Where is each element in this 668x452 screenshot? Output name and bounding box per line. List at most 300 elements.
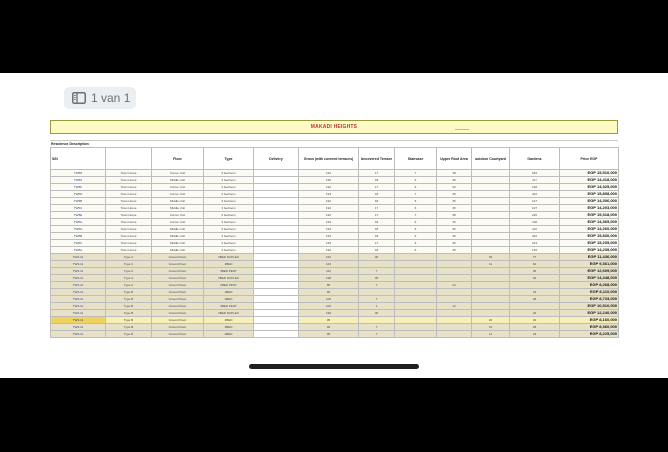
table-cell: 3 bedroom [204, 233, 254, 240]
table-row [51, 310, 619, 317]
price-cell: EGP 15,205,000 [560, 240, 619, 247]
table-cell: 3 bedroom [204, 205, 254, 212]
table-cell [395, 310, 437, 317]
table-cell: 38 [437, 212, 472, 219]
unit-cell: TW5H [51, 219, 106, 226]
table-cell: Ground Floor [152, 289, 204, 296]
table-cell: 7 [359, 331, 395, 338]
table-cell: 192 [299, 212, 359, 219]
unit-cell: TW4-11 [51, 282, 106, 289]
table-cell: 2BED [204, 296, 254, 303]
table-cell [254, 275, 299, 282]
table-cell: 6 [395, 233, 437, 240]
table-cell [254, 219, 299, 226]
table-cell [254, 205, 299, 212]
table-cell [437, 289, 472, 296]
column-header: Gross (with covered terraces) [299, 148, 359, 170]
price-cell: EGP 14,418,000 [560, 177, 619, 184]
table-cell: 127 [510, 198, 560, 205]
unit-cell: TW5G [51, 226, 106, 233]
table-cell: 3 bedroom [204, 198, 254, 205]
table-cell: 45 [472, 254, 510, 261]
price-cell: EGP 8,225,000 [560, 331, 619, 338]
table-cell: 12 [437, 303, 472, 310]
table-cell: 107 [510, 205, 560, 212]
table-cell: Corner Unit [152, 219, 204, 226]
table-cell: Type B [106, 317, 152, 324]
table-cell: 32 [510, 310, 560, 317]
table-cell: Town Home [106, 177, 152, 184]
table-row [51, 268, 619, 275]
table-cell: Town Home [106, 205, 152, 212]
table-cell [395, 268, 437, 275]
table-cell: Corner Unit [152, 170, 204, 177]
table-cell: Town Home [106, 198, 152, 205]
unit-cell: TW6B [51, 233, 106, 240]
table-cell: Ground Floor [152, 324, 204, 331]
unit-cell: TW5C [51, 205, 106, 212]
column-header: Uncovered Terrace [359, 148, 395, 170]
price-cell: EGP 15,318,000 [560, 212, 619, 219]
table-cell: Ground Floor [152, 261, 204, 268]
table-cell: 220 [510, 212, 560, 219]
table-cell: 23 [510, 331, 560, 338]
table-cell [254, 240, 299, 247]
table-cell: Ground Floor [152, 310, 204, 317]
table-cell [254, 261, 299, 268]
table-cell: 7 [395, 170, 437, 177]
price-cell: EGP 8,360,000 [560, 324, 619, 331]
unit-cell: TW5F [51, 184, 106, 191]
table-cell: 35 [437, 219, 472, 226]
table-cell: 3 bedroom [204, 240, 254, 247]
unit-cell: TW4-11 [51, 310, 106, 317]
unit-cell: TW56 [51, 177, 106, 184]
table-cell: 18 [359, 233, 395, 240]
table-cell: 3 bedroom [204, 184, 254, 191]
table-cell: 18 [359, 226, 395, 233]
table-cell: Middle Unit [152, 177, 204, 184]
table-cell [254, 198, 299, 205]
table-cell: 36 [510, 268, 560, 275]
table-header-row [51, 148, 619, 170]
table-cell: Ground Floor [152, 282, 204, 289]
column-header: Delivery [254, 148, 299, 170]
table-cell [472, 184, 510, 191]
table-cell: 3 bedroom [204, 191, 254, 198]
table-cell [395, 282, 437, 289]
table-cell: 7 [359, 296, 395, 303]
price-cell: EGP 14,365,000 [560, 219, 619, 226]
table-cell: 7 [359, 282, 395, 289]
table-cell: 17 [359, 212, 395, 219]
price-cell: EGP 14,203,000 [560, 205, 619, 212]
table-cell: Town Home [106, 170, 152, 177]
unit-cell: TW6C [51, 240, 106, 247]
table-row [51, 191, 619, 198]
price-cell: EGP 15,510,000 [560, 170, 619, 177]
table-cell: Town Home [106, 226, 152, 233]
price-cell: EGP 8,268,000 [560, 282, 619, 289]
table-cell: 193 [299, 240, 359, 247]
table-cell: 3 bedroom [204, 219, 254, 226]
table-cell: 3 bedroom [204, 226, 254, 233]
table-cell [254, 324, 299, 331]
table-row [51, 317, 619, 324]
unit-cell: TW4-11 [51, 324, 106, 331]
table-cell: Ground Floor [152, 268, 204, 275]
table-cell [472, 212, 510, 219]
table-cell [395, 331, 437, 338]
table-cell: 96 [299, 289, 359, 296]
pdf-page-view [0, 73, 668, 378]
table-cell: 192 [299, 247, 359, 254]
table-cell [437, 310, 472, 317]
unit-cell: TW4-11 [51, 289, 106, 296]
table-cell: 33 [437, 184, 472, 191]
table-cell: 3BED DUPLEX [204, 254, 254, 261]
table-cell: Type A [106, 268, 152, 275]
price-cell: EGP 14,260,000 [560, 226, 619, 233]
table-cell: Town Home [106, 219, 152, 226]
table-cell: Ground Floor [152, 303, 204, 310]
table-cell [395, 296, 437, 303]
table-row [51, 324, 619, 331]
table-cell [437, 317, 472, 324]
table-cell: 196 [299, 310, 359, 317]
table-cell [254, 282, 299, 289]
price-cell: EGP 12,609,000 [560, 268, 619, 275]
table-cell [472, 170, 510, 177]
table-cell: 3BED PENT [204, 268, 254, 275]
table-cell: 125 [510, 247, 560, 254]
table-cell: 193 [299, 191, 359, 198]
table-cell: 2BED [204, 289, 254, 296]
table-cell [254, 331, 299, 338]
table-cell: 11 [472, 261, 510, 268]
table-cell: 28 [510, 296, 560, 303]
table-row [51, 170, 619, 177]
table-cell [254, 317, 299, 324]
table-cell: 192 [299, 198, 359, 205]
table-cell: 3 bedroom [204, 170, 254, 177]
table-cell: Middle Unit [152, 226, 204, 233]
unit-cell: TW4-11 [51, 254, 106, 261]
price-cell: EGP 10,510,000 [560, 303, 619, 310]
column-header: Type [204, 148, 254, 170]
table-cell: 2BED [204, 324, 254, 331]
price-cell: EGP 8,110,000 [560, 289, 619, 296]
table-cell: 3 bedroom [204, 247, 254, 254]
table-cell [359, 317, 395, 324]
unit-cell: TW5E [51, 212, 106, 219]
table-cell: Type A [106, 275, 152, 282]
table-cell: 3BED DUPLEX [204, 310, 254, 317]
table-cell [437, 254, 472, 261]
table-cell: Corner Unit [152, 212, 204, 219]
table-cell: 138 [510, 184, 560, 191]
table-row [51, 254, 619, 261]
table-cell: 24 [510, 289, 560, 296]
table-cell: 30 [359, 310, 395, 317]
table-cell: Ground Floor [152, 317, 204, 324]
table-cell: 110 [510, 226, 560, 233]
table-cell: Type A [106, 282, 152, 289]
table-cell [254, 184, 299, 191]
table-row [51, 261, 619, 268]
table-row [51, 226, 619, 233]
table-cell [472, 219, 510, 226]
table-cell: 18 [359, 247, 395, 254]
table-cell: 193 [299, 233, 359, 240]
column-header: outdoor Courtyard [472, 148, 510, 170]
table-cell [472, 296, 510, 303]
table-row [51, 296, 619, 303]
column-header: Staircase [395, 148, 437, 170]
table-cell: 17 [359, 240, 395, 247]
section-label: Residence Description [50, 140, 618, 147]
table-cell [254, 254, 299, 261]
price-cell: EGP 14,239,000 [560, 247, 619, 254]
table-cell: 10 [472, 324, 510, 331]
table-cell [254, 177, 299, 184]
table-row [51, 282, 619, 289]
table-cell: 30 [510, 275, 560, 282]
price-cell: EGP 8,160,000 [560, 317, 619, 324]
table-cell: 17 [359, 205, 395, 212]
table-cell [254, 289, 299, 296]
table-cell: Type B [106, 310, 152, 317]
table-cell: 6 [395, 240, 437, 247]
home-indicator [249, 364, 419, 369]
table-cell [472, 247, 510, 254]
table-cell: Middle Unit [152, 240, 204, 247]
table-cell: Town Home [106, 247, 152, 254]
table-cell [395, 317, 437, 324]
table-cell [254, 310, 299, 317]
table-cell: 6 [395, 177, 437, 184]
table-cell: 6 [395, 247, 437, 254]
column-header: S/N [51, 148, 106, 170]
page-indicator-label: 1 van 1 [91, 91, 131, 105]
table-cell: Corner Unit [152, 184, 204, 191]
table-cell: Middle Unit [152, 198, 204, 205]
table-cell [254, 303, 299, 310]
table-cell: 17 [359, 184, 395, 191]
table-cell: 198 [299, 275, 359, 282]
table-cell [359, 261, 395, 268]
column-header: Price EGP [560, 148, 619, 170]
table-cell: Middle Unit [152, 233, 204, 240]
table-cell [472, 191, 510, 198]
table-cell: 6 [395, 205, 437, 212]
table-cell [254, 191, 299, 198]
table-cell [472, 233, 510, 240]
unit-cell: TW4-11 [51, 296, 106, 303]
table-row [51, 275, 619, 282]
table-cell: 64 [510, 261, 560, 268]
table-cell: 35 [437, 247, 472, 254]
table-cell: 6 [395, 219, 437, 226]
table-cell [472, 177, 510, 184]
table-cell [254, 268, 299, 275]
page-indicator[interactable] [64, 87, 136, 109]
table-cell: 2BED [204, 317, 254, 324]
table-cell: 35 [437, 205, 472, 212]
table-cell: 18 [359, 177, 395, 184]
table-cell [437, 268, 472, 275]
table-cell: 2BED [204, 261, 254, 268]
table-cell: Ground Floor [152, 331, 204, 338]
table-row [51, 212, 619, 219]
table-cell: 342 [510, 191, 560, 198]
unit-cell: TW5D [51, 191, 106, 198]
unit-cell: TW4-11 [51, 303, 106, 310]
table-cell [437, 261, 472, 268]
table-cell: 35 [437, 240, 472, 247]
table-cell: Corner Unit [152, 191, 204, 198]
table-row [51, 233, 619, 240]
table-cell [472, 282, 510, 289]
table-cell: 28 [510, 324, 560, 331]
table-cell: 3BED PENT [204, 303, 254, 310]
table-cell: Middle Unit [152, 205, 204, 212]
table-cell: 18 [359, 191, 395, 198]
table-row [51, 198, 619, 205]
price-table [50, 147, 619, 338]
table-cell [437, 331, 472, 338]
table-cell: 35 [437, 198, 472, 205]
table-cell: 106 [299, 261, 359, 268]
table-cell: 118 [510, 219, 560, 226]
table-cell: 7 [395, 191, 437, 198]
table-cell [254, 226, 299, 233]
price-cell: EGP 15,830,000 [560, 233, 619, 240]
table-cell: 1 [359, 303, 395, 310]
sheet-title-text: MAKADI HEIGHTS [310, 124, 358, 130]
table-cell [254, 247, 299, 254]
unit-cell: TW5B [51, 198, 106, 205]
table-cell [395, 261, 437, 268]
table-cell: 35 [437, 233, 472, 240]
table-cell: 7 [395, 212, 437, 219]
table-cell [472, 275, 510, 282]
table-cell: 6 [395, 184, 437, 191]
table-cell: 6 [395, 226, 437, 233]
column-header [106, 148, 152, 170]
price-cell: EGP 15,808,000 [560, 191, 619, 198]
table-row [51, 177, 619, 184]
unit-cell: TW6A [51, 247, 106, 254]
table-cell [359, 289, 395, 296]
table-cell: 152 [299, 254, 359, 261]
table-cell: 30 [359, 254, 395, 261]
unit-cell: TW58 [51, 170, 106, 177]
unit-cell: TW4-11 [51, 331, 106, 338]
table-cell: 184 [510, 170, 560, 177]
table-cell: 24 [437, 282, 472, 289]
table-cell [472, 198, 510, 205]
table-cell: 18 [359, 219, 395, 226]
sheet-title [50, 120, 618, 134]
table-cell: 3 bedroom [204, 212, 254, 219]
table-cell: 35 [437, 191, 472, 198]
table-cell: 7 [359, 268, 395, 275]
table-cell: 35 [437, 177, 472, 184]
unit-cell: TW4-11 [51, 275, 106, 282]
price-cell: EGP 14,306,000 [560, 198, 619, 205]
table-cell: Ground Floor [152, 296, 204, 303]
table-cell [472, 303, 510, 310]
table-cell [395, 324, 437, 331]
table-cell [472, 226, 510, 233]
table-cell: Ground Floor [152, 254, 204, 261]
table-cell: 2BED [204, 331, 254, 338]
table-cell: 7 [359, 324, 395, 331]
table-cell [254, 170, 299, 177]
table-row [51, 289, 619, 296]
table-row [51, 219, 619, 226]
price-list-sheet [50, 120, 618, 338]
unit-cell: TW4-11 [51, 268, 106, 275]
table-cell: Type B [106, 289, 152, 296]
table-cell: Ground Floor [152, 275, 204, 282]
price-cell: EGP 9,361,000 [560, 261, 619, 268]
table-cell [395, 254, 437, 261]
table-row [51, 184, 619, 191]
table-cell: Type B [106, 303, 152, 310]
table-cell: 117 [510, 177, 560, 184]
table-cell: 213 [510, 240, 560, 247]
table-cell: 322 [510, 233, 560, 240]
table-cell [395, 303, 437, 310]
table-cell: 77 [510, 254, 560, 261]
table-row [51, 240, 619, 247]
price-cell: EGP 14,325,000 [560, 184, 619, 191]
table-cell: Type B [106, 296, 152, 303]
table-cell: 193 [299, 226, 359, 233]
table-cell: Middle Unit [152, 247, 204, 254]
table-cell: Type B [106, 331, 152, 338]
price-cell: EGP 12,240,000 [560, 310, 619, 317]
table-cell [472, 268, 510, 275]
table-cell [395, 289, 437, 296]
table-cell: 192 [299, 170, 359, 177]
column-header: Floor [152, 148, 204, 170]
table-cell: Type C [106, 261, 152, 268]
table-row [51, 205, 619, 212]
table-cell: 6 [395, 198, 437, 205]
table-cell [472, 289, 510, 296]
table-cell: 38 [437, 170, 472, 177]
table-cell [437, 324, 472, 331]
table-cell: Type B [106, 324, 152, 331]
table-cell: 95 [299, 331, 359, 338]
table-cell: Town Home [106, 184, 152, 191]
table-cell: 2BED PENT [204, 282, 254, 289]
table-cell: 190 [299, 177, 359, 184]
table-cell: Town Home [106, 212, 152, 219]
table-cell: 18 [359, 198, 395, 205]
table-cell: 96 [299, 324, 359, 331]
table-cell [510, 303, 560, 310]
table-cell [254, 296, 299, 303]
table-cell [472, 310, 510, 317]
unit-cell: TW4-11 [51, 261, 106, 268]
table-row [51, 303, 619, 310]
unit-cell: TW4-11 [51, 317, 106, 324]
table-row [51, 331, 619, 338]
